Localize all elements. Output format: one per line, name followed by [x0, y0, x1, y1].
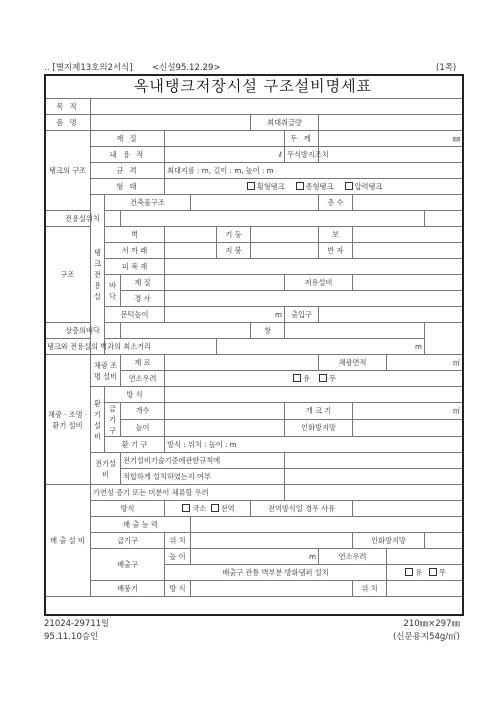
position-label: 위 치 [165, 533, 191, 549]
capacity2-field[interactable] [191, 517, 463, 533]
explosion-no-label: 무 [328, 373, 336, 383]
capacity-label: 내 용 적 [91, 147, 165, 163]
lighting-label: 채광 · 조명 · 환기 설비 [45, 355, 91, 485]
purpose-label: 목 적 [45, 99, 91, 115]
unit-liter: ℓ [279, 149, 282, 159]
beam-label: 보 [319, 227, 353, 243]
explosion-yes-checkbox[interactable] [293, 374, 301, 382]
room-loc-label: 전용실위치 [45, 211, 121, 227]
wall-field[interactable] [165, 227, 217, 243]
exhaust-field[interactable]: 방식 : 위치 : 높이 : m [165, 437, 463, 453]
material-label: 재 질 [91, 131, 165, 147]
shape-p-checkbox[interactable] [345, 182, 353, 190]
thickness-label: 두 께 [285, 131, 319, 147]
thickness-field[interactable] [319, 131, 463, 147]
exit-label: 출입구 [285, 307, 319, 323]
footer-paper: (신문용지54g/㎡) [392, 632, 460, 642]
local-checkbox[interactable] [182, 504, 190, 512]
min-dist-label: 탱크와 전용실의 벽과의 최소거리 [45, 339, 217, 355]
purpose-field[interactable] [91, 99, 463, 115]
method-field[interactable] [165, 387, 463, 403]
material-field[interactable] [165, 131, 285, 147]
tank-room-label: 탱크 전용실 [91, 195, 105, 355]
tank-structure-label: 탱크의 구조 [45, 131, 91, 211]
nozzle-label: 무식방지조치 [285, 147, 319, 163]
floor-mat-label: 재 질 [121, 275, 165, 291]
page-number: (1쪽) [436, 63, 457, 73]
slope-field[interactable] [165, 291, 463, 307]
roof-label: 지 붕 [217, 243, 251, 259]
light-area-field[interactable] [387, 355, 463, 371]
size2-field[interactable] [353, 403, 463, 420]
window-field[interactable] [285, 323, 425, 339]
position-field[interactable] [191, 533, 353, 549]
electric-line1: 전기설비기술기준에관한규칙에 [121, 453, 285, 469]
electric-field-2[interactable] [285, 469, 463, 485]
material2-label: 재 료 [121, 355, 165, 371]
damper-yes-label: 유 [415, 567, 423, 577]
shape-v-checkbox[interactable] [296, 182, 304, 190]
shape-h-checkbox[interactable] [247, 182, 255, 190]
floors-field[interactable] [353, 195, 463, 211]
shape-p-label: 압력탱크 [354, 181, 383, 191]
form-title: 옥내탱크저장시설 구조설비명세표 [44, 74, 462, 99]
door-sill-label: 문턱높이 [105, 307, 165, 323]
explosion2-field[interactable] [387, 549, 463, 565]
unit-m2: ㎡ [452, 357, 461, 367]
electric-field-1[interactable] [285, 453, 463, 469]
nozzle-field[interactable] [319, 147, 463, 163]
explosion-label: 연소우려 [121, 371, 165, 387]
rafter-label: 서 까 래 [105, 243, 165, 259]
intake-label: 급기구 [105, 403, 121, 437]
slope-label: 경 사 [121, 291, 165, 307]
footer-approve: 95.11.10승인 [44, 632, 99, 642]
cover-label: 피 복 재 [105, 259, 165, 275]
damper-yes-checkbox[interactable] [405, 568, 413, 576]
rafter-field[interactable] [165, 243, 217, 259]
height2-field[interactable] [191, 549, 319, 565]
door-sill-field[interactable] [165, 307, 285, 323]
storage-field[interactable] [353, 275, 463, 291]
max-qty-label: 최대취급량 [251, 115, 319, 131]
upper-floor-field[interactable] [121, 323, 251, 339]
flame-net-field[interactable] [353, 420, 463, 437]
max-qty-field[interactable] [319, 115, 463, 131]
fan-pos-label: 위 치 [353, 581, 387, 597]
shape-v-label: 종형탱크 [305, 181, 334, 191]
spec-table [44, 98, 463, 597]
count-label: 개수 [121, 403, 165, 420]
vapor-check-field[interactable] [285, 485, 463, 501]
fan-pos-field[interactable] [387, 581, 463, 597]
method-label: 방 식 [105, 387, 165, 403]
column-label: 기 둥 [217, 227, 251, 243]
flame-net2-label: 인화방지망 [353, 533, 425, 549]
exhaust-label: 환 기 구 [105, 437, 165, 453]
flame-net-label: 인화방지망 [285, 420, 353, 437]
local-label: 국소 [192, 503, 207, 513]
count-field[interactable] [165, 403, 285, 420]
floors-label: 층 수 [319, 195, 353, 211]
discharge-label: 배 출 설 비 [45, 485, 91, 597]
whole-label: 전역 [220, 503, 235, 513]
explosion2-label: 연소우려 [319, 549, 387, 565]
height-field[interactable] [165, 420, 285, 437]
vapor-check-label: 가연성 증기 또는 미분이 체류할 우려 [91, 485, 285, 501]
beam-field[interactable] [353, 227, 463, 243]
floor-mat-field[interactable] [165, 275, 285, 291]
material2-field[interactable] [165, 355, 319, 371]
supply-label: 급기구 [91, 533, 165, 549]
vent-group-label: 환기설비 [91, 387, 105, 453]
shape-label: 형 태 [91, 179, 165, 195]
damper-options [387, 565, 463, 581]
min-dist-field[interactable] [217, 339, 425, 355]
upper-floor-label: 상층의바닥 [45, 323, 121, 339]
explosion-options [165, 371, 463, 387]
flame-net2-field[interactable] [425, 533, 463, 549]
size-label: 규 격 [91, 163, 165, 179]
dmethod-options [165, 501, 251, 517]
item-label: 품 명 [45, 115, 91, 131]
unit-m: m [274, 309, 282, 319]
footer-size: 210㎜×297㎜ [403, 619, 460, 629]
exit-field[interactable] [319, 307, 463, 323]
wall-label: 벽 [105, 227, 165, 243]
damper-no-checkbox[interactable] [429, 568, 437, 576]
light-area-label: 채광면적 [319, 355, 387, 371]
window-label: 창 [251, 323, 285, 339]
damper-label: 배출구 관통 벽부분 방화댐퍼 설치 [165, 565, 387, 581]
outlet-label: 배출구 [91, 549, 165, 581]
fan-method-label: 방 식 [165, 581, 191, 597]
revision-note: <신설95.12.29> [152, 63, 221, 73]
capacity-field[interactable] [165, 147, 285, 163]
building-label: 건축물구조 [105, 195, 191, 211]
shape-h-label: 횡형탱크 [256, 181, 285, 191]
whole-checkbox[interactable] [211, 504, 219, 512]
form-number: ‥ [별지제13호의2서식] [44, 63, 133, 73]
stairs-field[interactable] [353, 243, 463, 259]
fan-label: 배풍기 [91, 581, 165, 597]
floor-label: 바닥 [105, 275, 121, 307]
room-loc-field[interactable] [121, 211, 425, 227]
damper-no-label: 무 [438, 567, 446, 577]
size-field[interactable]: 최대지름 : m, 길이 : m, 높이 : m [165, 163, 463, 179]
storage-label: 저유설비 [285, 275, 353, 291]
roof-field[interactable] [251, 243, 319, 259]
height2-label: 높 이 [165, 549, 191, 565]
item-field[interactable] [91, 115, 251, 131]
column-field[interactable] [251, 227, 319, 243]
dmethod-label: 방식 [91, 501, 165, 517]
unit-mm: ㎜ [452, 133, 461, 143]
structure-label: 구조 [45, 227, 91, 323]
building-field[interactable] [191, 195, 319, 211]
light-group-label: 채광 조명 설비 [91, 355, 121, 387]
unit-m-3: m [308, 551, 316, 561]
stairs-label: 반 자 [319, 243, 353, 259]
cover-field[interactable] [165, 259, 463, 275]
footer-code: 21024-29711일 [44, 619, 110, 629]
whole-reason-label: 전역방식일 경우 사유 [251, 501, 353, 517]
unit-m2-2: ㎡ [452, 406, 461, 415]
whole-reason-field[interactable] [353, 501, 463, 517]
explosion-yes-label: 유 [303, 373, 311, 383]
shape-options [165, 179, 463, 195]
unit-m-2: m [414, 341, 422, 351]
explosion-no-checkbox[interactable] [319, 374, 327, 382]
electric-line2: 적합하게 설치하였는지 여부 [121, 469, 285, 485]
height-label: 높이 [121, 420, 165, 437]
size2-label: 개 크 기 [285, 403, 353, 420]
electric-label: 전기설비 [91, 453, 121, 485]
capacity2-label: 배 출 능 력 [91, 517, 191, 533]
fan-method-field[interactable] [191, 581, 353, 597]
